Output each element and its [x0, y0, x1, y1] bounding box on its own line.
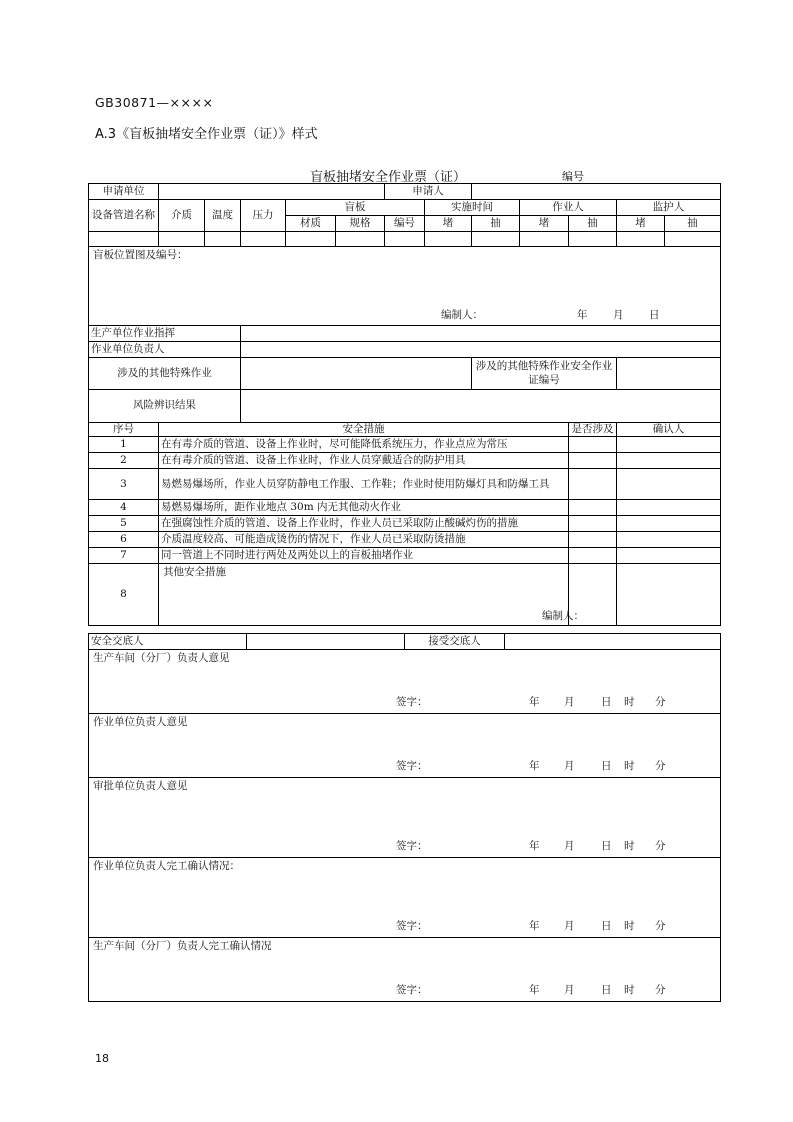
- involved-field[interactable]: [569, 532, 617, 548]
- measure-no: 2: [89, 453, 159, 469]
- signature-table: [88, 633, 721, 1002]
- entry-cell[interactable]: [425, 232, 472, 247]
- measure-no: 6: [89, 532, 159, 548]
- measure8-compiler-label: 编制人：: [542, 610, 584, 623]
- medium-label: 介质: [159, 200, 205, 232]
- work-unit-leader-label: 作业单位负责人: [89, 342, 241, 358]
- year-label: 年: [529, 760, 540, 772]
- blind-location-cell[interactable]: [89, 247, 721, 326]
- applicant-label: 申请人: [385, 184, 472, 200]
- opinion-block[interactable]: [89, 650, 721, 714]
- form-number-label: 编号: [562, 170, 584, 183]
- day-label: 日: [601, 696, 612, 708]
- measure-text: 在强腐蚀性介质的管道、设备上作业时，作业人员已采取防止酸碱灼伤的措施: [159, 516, 569, 532]
- applicant-unit-label: 申请单位: [89, 184, 159, 200]
- measure-no: 3: [89, 469, 159, 500]
- involved-field[interactable]: [569, 437, 617, 453]
- guardian-plug-label: 堵: [617, 216, 665, 232]
- safety-briefer-label: 安全交底人: [89, 634, 247, 650]
- measures-header: 安全措施: [159, 423, 569, 437]
- other-special-work-field[interactable]: [241, 358, 472, 390]
- applicant-field[interactable]: [472, 184, 721, 200]
- measure-row: [89, 564, 721, 626]
- confirm-field[interactable]: [617, 437, 721, 453]
- entry-cell[interactable]: [336, 232, 385, 247]
- briefing-receiver-field[interactable]: [505, 634, 721, 650]
- confirm-field[interactable]: [617, 500, 721, 516]
- other-special-work-label: 涉及的其他特殊作业: [89, 358, 241, 390]
- minute-label: 分: [655, 984, 666, 996]
- measure-text: 介质温度较高、可能造成烫伤的情况下，作业人员已采取防烫措施: [159, 532, 569, 548]
- other-measures-cell[interactable]: [159, 564, 584, 626]
- measure-row: [89, 437, 721, 453]
- opinion-label: 生产车间（分厂）负责人意见: [93, 652, 230, 664]
- material-label: 材质: [286, 216, 336, 232]
- risk-result-field[interactable]: [241, 390, 721, 423]
- year-label: 年: [529, 920, 540, 932]
- briefing-receiver-label: 接受交底人: [405, 634, 505, 650]
- minute-label: 分: [655, 760, 666, 772]
- measure-text: 同一管道上不同时进行两处及两处以上的盲板抽堵作业: [159, 548, 569, 564]
- confirm-field[interactable]: [617, 532, 721, 548]
- opinion-block[interactable]: [89, 778, 721, 858]
- other-measures-label: 其他安全措施: [163, 566, 226, 579]
- measure-row: [89, 532, 721, 548]
- month-label: 月: [613, 309, 624, 321]
- entry-cell[interactable]: [569, 232, 617, 247]
- sign-label: 签字：: [396, 696, 428, 708]
- minute-label: 分: [655, 696, 666, 708]
- sign-label: 签字：: [396, 984, 428, 996]
- confirm-field[interactable]: [617, 516, 721, 532]
- measure-row: [89, 548, 721, 564]
- year-label: 年: [529, 696, 540, 708]
- year-label: 年: [529, 840, 540, 852]
- sign-label: 签字：: [396, 840, 428, 852]
- involved-header: 是否涉及: [569, 423, 617, 437]
- measure-row: [89, 469, 721, 500]
- work-unit-leader-field[interactable]: [241, 342, 721, 358]
- equipment-label: 设备管道名称: [89, 200, 159, 232]
- month-label: 月: [564, 984, 575, 996]
- applicant-unit-field[interactable]: [159, 184, 385, 200]
- worker-label: 作业人: [520, 200, 617, 216]
- guardian-label: 监护人: [617, 200, 721, 216]
- confirm-field[interactable]: [617, 469, 721, 500]
- measure-no: 5: [89, 516, 159, 532]
- measure-text: 在有毒介质的管道、设备上作业时，尽可能降低系统压力，作业点应为常压: [159, 437, 569, 453]
- opinion-label: 作业单位负责人意见: [93, 716, 188, 728]
- blind-label: 盲板: [286, 200, 425, 216]
- measure-no: 7: [89, 548, 159, 564]
- opinion-label: 生产车间（分厂）负责人完工确认情况: [93, 940, 272, 952]
- entry-cell[interactable]: [89, 232, 159, 247]
- measure-text: 易燃易爆场所，距作业地点 30m 内无其他动火作业: [159, 500, 569, 516]
- confirm-field[interactable]: [617, 548, 721, 564]
- confirm-header: 确认人: [617, 423, 721, 437]
- seq-header: 序号: [89, 423, 159, 437]
- measure-no: 8: [89, 564, 159, 626]
- measure-row: [89, 453, 721, 469]
- measure-row: [89, 516, 721, 532]
- measure-no: 1: [89, 437, 159, 453]
- year-label: 年: [577, 309, 588, 321]
- spec-label: 规格: [336, 216, 385, 232]
- time-label: 实施时间: [425, 200, 520, 216]
- involved-field[interactable]: [569, 516, 617, 532]
- production-commander-field[interactable]: [241, 326, 721, 342]
- other-special-cert-label: 涉及的其他特殊作业安全作业证编号: [472, 358, 617, 390]
- opinion-label: 作业单位负责人完工确认情况：: [93, 860, 240, 872]
- time-pull-label: 抽: [472, 216, 520, 232]
- day-label: 日: [601, 840, 612, 852]
- month-label: 月: [564, 696, 575, 708]
- hour-label: 时: [624, 984, 635, 996]
- compiler-label: 编制人：: [441, 309, 483, 321]
- day-label: 日: [601, 760, 612, 772]
- entry-cell[interactable]: [617, 232, 665, 247]
- worker-plug-label: 堵: [520, 216, 569, 232]
- hour-label: 时: [624, 696, 635, 708]
- day-label: 日: [649, 309, 660, 321]
- blind-plate-permit-table: [88, 183, 721, 626]
- production-commander-label: 生产单位作业指挥: [89, 326, 241, 342]
- entry-cell[interactable]: [472, 232, 520, 247]
- other-special-cert-field[interactable]: [617, 358, 721, 390]
- minute-label: 分: [655, 920, 666, 932]
- page-number: 18: [95, 1052, 109, 1065]
- involved-field[interactable]: [569, 469, 617, 500]
- measure-row: [89, 500, 721, 516]
- month-label: 月: [564, 840, 575, 852]
- day-label: 日: [601, 984, 612, 996]
- month-label: 月: [564, 920, 575, 932]
- confirm-field[interactable]: [617, 564, 721, 626]
- standard-number: GB30871—××××: [95, 95, 214, 110]
- opinion-label: 审批单位负责人意见: [93, 780, 188, 792]
- temperature-label: 温度: [205, 200, 241, 232]
- sign-label: 签字：: [396, 920, 428, 932]
- worker-pull-label: 抽: [569, 216, 617, 232]
- blind-location-label: 盲板位置图及编号：: [93, 249, 188, 261]
- confirm-field[interactable]: [617, 453, 721, 469]
- entry-cell[interactable]: [205, 232, 241, 247]
- measure-no: 4: [89, 500, 159, 516]
- hour-label: 时: [624, 920, 635, 932]
- opinion-block[interactable]: [89, 938, 721, 1002]
- risk-result-label: 风险辨识结果: [89, 390, 241, 423]
- measure-text: 在有毒介质的管道、设备上作业时，作业人员穿戴适合的防护用具: [159, 453, 569, 469]
- involved-field[interactable]: [569, 548, 617, 564]
- minute-label: 分: [655, 840, 666, 852]
- entry-cell[interactable]: [520, 232, 569, 247]
- sign-label: 签字：: [396, 760, 428, 772]
- day-label: 日: [601, 920, 612, 932]
- section-title: A.3《盲板抽堵安全作业票（证）》样式: [95, 127, 318, 142]
- month-label: 月: [564, 760, 575, 772]
- time-plug-label: 堵: [425, 216, 472, 232]
- entry-cell[interactable]: [665, 232, 721, 247]
- number-col-label: 编号: [385, 216, 425, 232]
- opinion-block[interactable]: [89, 714, 721, 778]
- entry-cell[interactable]: [241, 232, 286, 247]
- entry-cell[interactable]: [159, 232, 205, 247]
- hour-label: 时: [624, 840, 635, 852]
- form-title: 盲板抽堵安全作业票（证）: [310, 170, 467, 185]
- measure-text: 易燃易爆场所，作业人员穿防静电工作服、工作鞋；作业时使用防爆灯具和防爆工具: [159, 469, 569, 500]
- involved-field[interactable]: [569, 453, 617, 469]
- opinion-block[interactable]: [89, 858, 721, 938]
- pressure-label: 压力: [241, 200, 286, 232]
- involved-field[interactable]: [569, 500, 617, 516]
- year-label: 年: [529, 984, 540, 996]
- blind-entry-row: [89, 232, 721, 247]
- entry-cell[interactable]: [286, 232, 336, 247]
- entry-cell[interactable]: [385, 232, 425, 247]
- guardian-pull-label: 抽: [665, 216, 721, 232]
- hour-label: 时: [624, 760, 635, 772]
- safety-briefer-field[interactable]: [247, 634, 405, 650]
